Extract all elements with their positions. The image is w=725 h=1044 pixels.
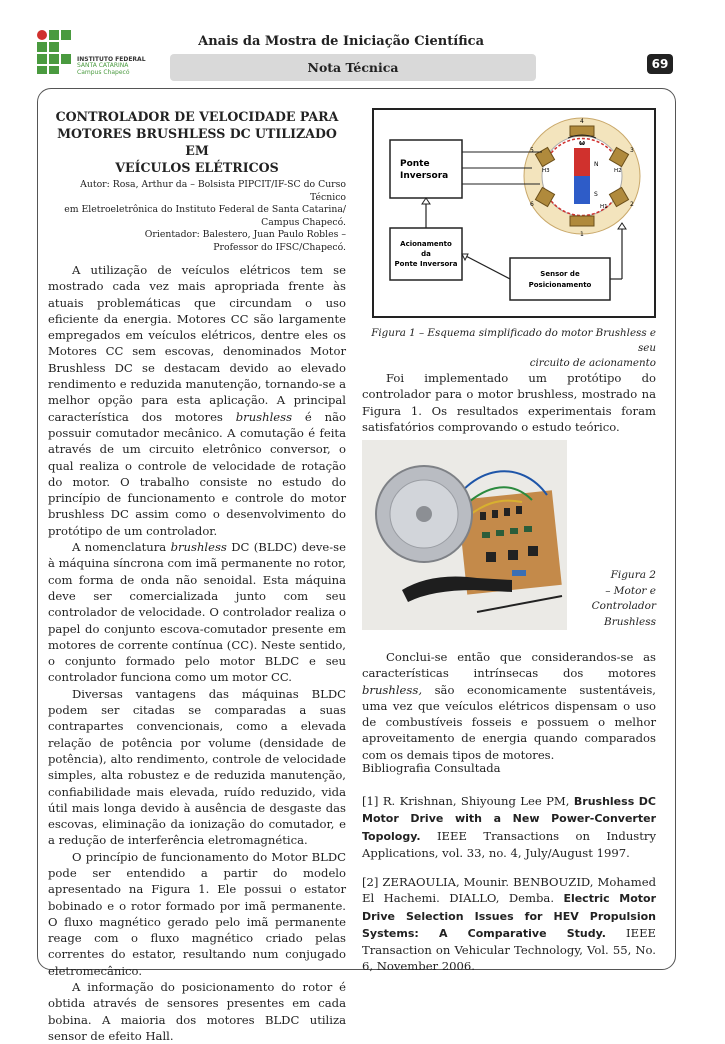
article-title (48, 108, 346, 176)
logo-mark-icon (37, 30, 73, 74)
logo-text (77, 57, 146, 76)
caption-line: – Motor e (605, 584, 656, 597)
section-bar (170, 54, 536, 81)
figure-1-caption (360, 326, 656, 371)
title-line: VEÍCULOS ELÉTRICOS (115, 160, 279, 175)
journal-title: Anais da Mostra de Iniciação Científica (198, 34, 484, 49)
left-column-body (48, 262, 346, 1044)
title-line: CONTROLADOR DE VELOCIDADE PARA (55, 109, 339, 124)
caption-line: Figura 2 (610, 569, 656, 581)
hall-h3-label: H3 (542, 168, 550, 174)
ponte-label-1: Ponte (400, 159, 430, 169)
rotor-magnet-north (574, 148, 590, 176)
acionamento-label-1: Acionamento (400, 240, 452, 248)
author-line: Campus Chapecó. (261, 216, 346, 228)
hall-h2-label: H2 (614, 168, 622, 174)
title-line: MOTORES BRUSHLESS DC UTILIZADO EM (57, 126, 337, 158)
acionamento-label-3: Ponte Inversora (394, 260, 458, 268)
south-label: S (594, 191, 598, 198)
north-label: N (594, 161, 599, 168)
hall-h1-label: H1 (600, 204, 608, 210)
acionamento-label-2: da (421, 250, 431, 258)
coil-number: 5 (530, 147, 534, 154)
right-column-conclusion (362, 649, 656, 763)
caption-line: Controlador (591, 600, 656, 613)
reference-2: [2] ZERAOULIA, Mounir. BENBOUZID, Mohamed El Hachemi. DIALLO, Demba. Electric Motor Drive Selection Issues for HEV Propulsion Systems: A Comparative Study. IEEE Transaction on Vehicular Technology, Vol. 55, No. 6, November 2006. (362, 875, 657, 974)
paragraph-nomenclature: A nomenclatura brushless DC (BLDC) deve-se à máquina síncrona com imã permanente no rotor, com forma de onda não senoidal. Esta máquina deve ser comercializada junto com seu controlador de velocidade. O controlador realiza o papel do conjunto escova-comutador presente em motores de corrente contínua (CC). Neste sentido, o conjunto formado pelo motor BLDC e seu controlador funciona como um motor CC. (48, 540, 346, 685)
author-block (48, 179, 346, 255)
section-label: Nota Técnica (307, 60, 399, 75)
paragraph-conclusion: Conclui-se então que considerandos-se as características intrínsecas dos motores brushless, são economicamente sustentáveis, uma vez que veículos elétricos dispensam o uso de combustíveis fosseis e possuem o melhor aproveitamento de energia quando comparados com os demais tipos de motores. (362, 650, 656, 762)
bibliography-title: Bibliografia Consultada (362, 761, 501, 775)
caption-line: circuito de acionamento (529, 357, 656, 369)
figure-2-photo (362, 440, 567, 630)
author-line: Autor: Rosa, Arthur da – Bolsista PIPCIT/IF-SC do Curso Técnico (80, 179, 346, 203)
paragraph-principle: O princípio de funcionamento do Motor BLDC pode ser entendido a partir do modelo apresentado na Figura 1. Ele possui o estator bobinado e o rotor formado por imã permanente. O fluxo magnético gerado pelo imã permanente reage com o fluxo magnético criado pelas correntes do estator, resultando num conjugado eletromecânico. (48, 849, 346, 978)
right-column-intro (362, 370, 656, 435)
figure-1-diagram (372, 108, 656, 318)
logo-line-1: INSTITUTO FEDERAL (77, 56, 146, 63)
page-number: 69 (647, 54, 673, 74)
coil-number: 3 (630, 147, 634, 154)
logo-line-2: SANTA CATARINA (77, 62, 129, 70)
author-line: Orientador: Balestero, Juan Paulo Robles – (144, 229, 346, 241)
caption-line: Figura 1 – Esquema simplificado do motor Brushless e seu (371, 327, 656, 354)
figure-2-caption (580, 568, 656, 630)
reference-1: [1] R. Krishnan, Shiyoung Lee PM, Brushless DC Motor Drive with a New Power-Converter Topology. IEEE Transactions on Industry Applications, vol. 33, no. 4, July/August 1997. (362, 794, 656, 860)
motor-axle (416, 506, 432, 522)
sensor-label-1: Sensor de (540, 270, 580, 278)
coil-number: 6 (530, 201, 534, 208)
logo-line-3: Campus Chapecó (77, 68, 130, 76)
institution-logo (37, 30, 157, 76)
paragraph-sensors: A informação do posicionamento do rotor é obtida através de sensores presentes em cada bobina. A maioria dos motores BLDC utiliza sensor de efeito Hall. (48, 980, 346, 1043)
author-line: Professor do IFSC/Chapecó. (213, 241, 346, 253)
coil-number: 1 (580, 231, 584, 238)
coil-bottom (570, 216, 594, 226)
sensor-label-2: Posicionamento (528, 281, 592, 289)
coil-number: 4 (580, 118, 584, 125)
author-line: em Eletroeletrônica do Instituto Federal de Santa Catarina/ (64, 204, 346, 216)
coil-number: 2 (630, 201, 634, 208)
ponte-label-2: Inversora (400, 171, 449, 181)
caption-line: Brushless (604, 615, 656, 628)
paragraph-prototype: Foi implementado um protótipo do controlador para o motor brushless, mostrado na Figura 1. Os resultados experimentais foram satisfatórios comprovando o estudo teórico. (362, 371, 656, 434)
paragraph-advantages: Diversas vantagens das máquinas BLDC podem ser citadas se comparadas a suas contrapartes convencionais, como a elevada relação de potência por volume (densidade de potência), alto rendimento, controle de velocidade simples, alta robustez e de reduzida manutenção, confiabilidade mais elevada, ruído reduzido, vida útil mais longa devido à ausência de desgaste das escovas, eliminação da ionização do comutador, e a redução de interferência eletromagnética. (48, 686, 346, 848)
rotor-magnet-south (574, 176, 590, 204)
ponte-inversora-box (390, 140, 462, 198)
omega-label: ω (578, 139, 586, 147)
sensor-box (510, 258, 610, 300)
paragraph-intro: A utilização de veículos elétricos tem se mostrado cada vez mais apropriada frente às atuais problemáticas que circundam o uso eficiente da energia. Motores CC são largamente empregados em veículos elétricos, dentre eles os Motores CC sem escovas, denominados Motor Brushless DC se destacam devido ao elevado rendimento e reduzida manutenção, tornando-se a melhor opção para esta aplicação. A principal característica dos motores brushless é não possuir comutador mecânico. A comutação é feita através de um circuito eletrônico conversor, o qual realiza o controle de velocidade de rotação do motor. O trabalho consiste no estudo do princípio de funcionamento e controle do motor brushless DC assim como o desenvolvimento do protótipo de um controlador. (48, 263, 346, 538)
